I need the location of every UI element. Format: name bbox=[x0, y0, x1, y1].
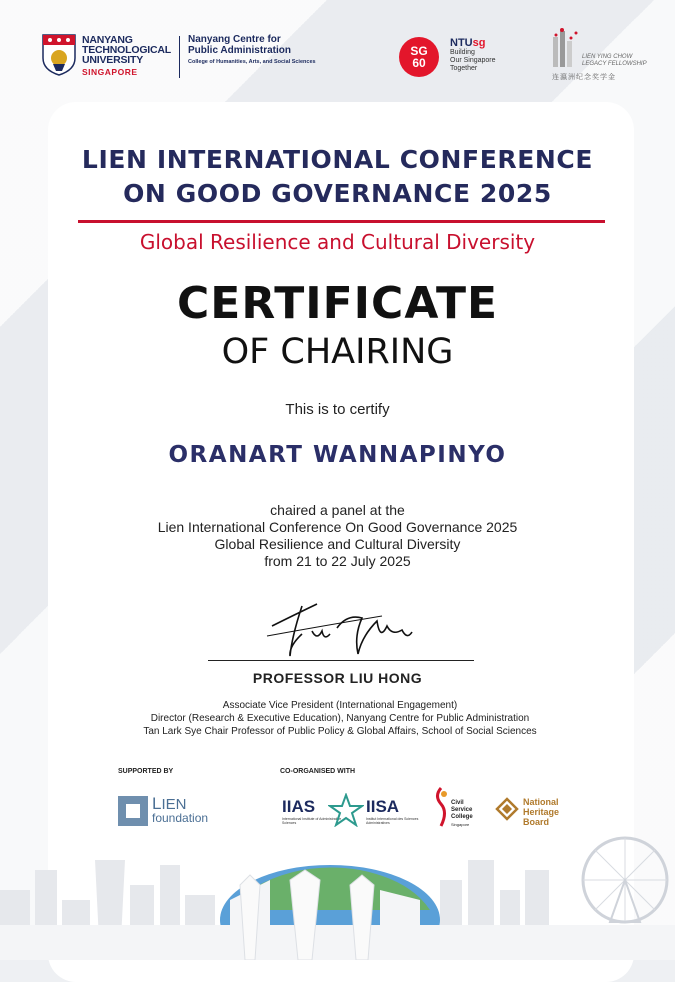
body-line: Lien International Conference On Good Governance 2025 bbox=[157, 519, 518, 535]
lien-square-icon bbox=[118, 796, 148, 826]
lien-ying-chow-wordmark: LIEN YING CHOW LEGACY FELLOWSHIP bbox=[582, 54, 647, 67]
role-line: Tan Lark Sye Chair Professor of Public Policy & Global Affairs, School of Social Sciences bbox=[143, 726, 537, 737]
title-divider bbox=[78, 220, 605, 223]
body-line: chaired a panel at the bbox=[270, 502, 405, 518]
role-line: Associate Vice President (International Engagement) bbox=[222, 700, 458, 711]
iias-subtitle: International Institute of Administrative Sciences bbox=[282, 817, 342, 825]
conference-theme: Global Resilience and Cultural Diversity bbox=[139, 230, 536, 254]
certificate-subtitle: OF CHAIRING bbox=[221, 332, 454, 372]
ntu-crest-icon bbox=[42, 34, 76, 76]
national-heritage-board-wordmark: National Heritage Board bbox=[523, 797, 560, 827]
lien-ying-chow-chinese: 连瀛洲纪念奖学金 bbox=[552, 74, 616, 81]
civil-service-college-wordmark: Civil Service College Singapore bbox=[451, 800, 473, 827]
body-line: from 21 to 22 July 2025 bbox=[264, 553, 411, 569]
signer-name: PROFESSOR LIU HONG bbox=[252, 670, 423, 686]
signature-image bbox=[262, 596, 422, 660]
civil-service-college-icon bbox=[432, 786, 450, 828]
signature-line bbox=[208, 660, 474, 661]
ntusg-logo: NTUsg Building Our Singapore Together bbox=[450, 37, 496, 72]
singapore-skyline-illustration bbox=[0, 830, 675, 960]
conference-title: LIEN INTERNATIONAL CONFERENCE ON GOOD GOVERNANCE 2025 bbox=[81, 145, 594, 208]
lien-ying-chow-mark-icon bbox=[551, 27, 581, 69]
certify-text: This is to certify bbox=[285, 401, 390, 418]
certificate-body bbox=[0, 502, 675, 570]
national-heritage-board-icon bbox=[495, 797, 519, 821]
role-line: Director (Research & Executive Education), Nanyang Centre for Public Administration bbox=[150, 713, 530, 724]
iias-star-icon bbox=[328, 793, 364, 827]
body-line: Global Resilience and Cultural Diversity bbox=[214, 536, 461, 552]
iias-logo: IIAS bbox=[282, 797, 316, 816]
signer-roles bbox=[0, 699, 675, 738]
npa-wordmark: Nanyang Centre for Public Administration College of Humanities, Arts, and Social Sciences bbox=[188, 34, 316, 65]
recipient-name: ORANART WANNAPINYO bbox=[168, 442, 507, 468]
header-divider bbox=[179, 36, 180, 78]
supported-by-label: SUPPORTED BY bbox=[118, 768, 174, 775]
co-organised-label: CO-ORGANISED WITH bbox=[280, 768, 356, 775]
sg60-logo: SG 60 bbox=[399, 37, 439, 77]
certificate-title: CERTIFICATE bbox=[176, 278, 499, 329]
iisa-logo: IISA bbox=[366, 797, 400, 816]
ntu-wordmark: NANYANG TECHNOLOGICAL UNIVERSITY SINGAPORE bbox=[82, 34, 171, 77]
iisa-subtitle: Institut International des Sciences Administratives bbox=[366, 817, 419, 825]
